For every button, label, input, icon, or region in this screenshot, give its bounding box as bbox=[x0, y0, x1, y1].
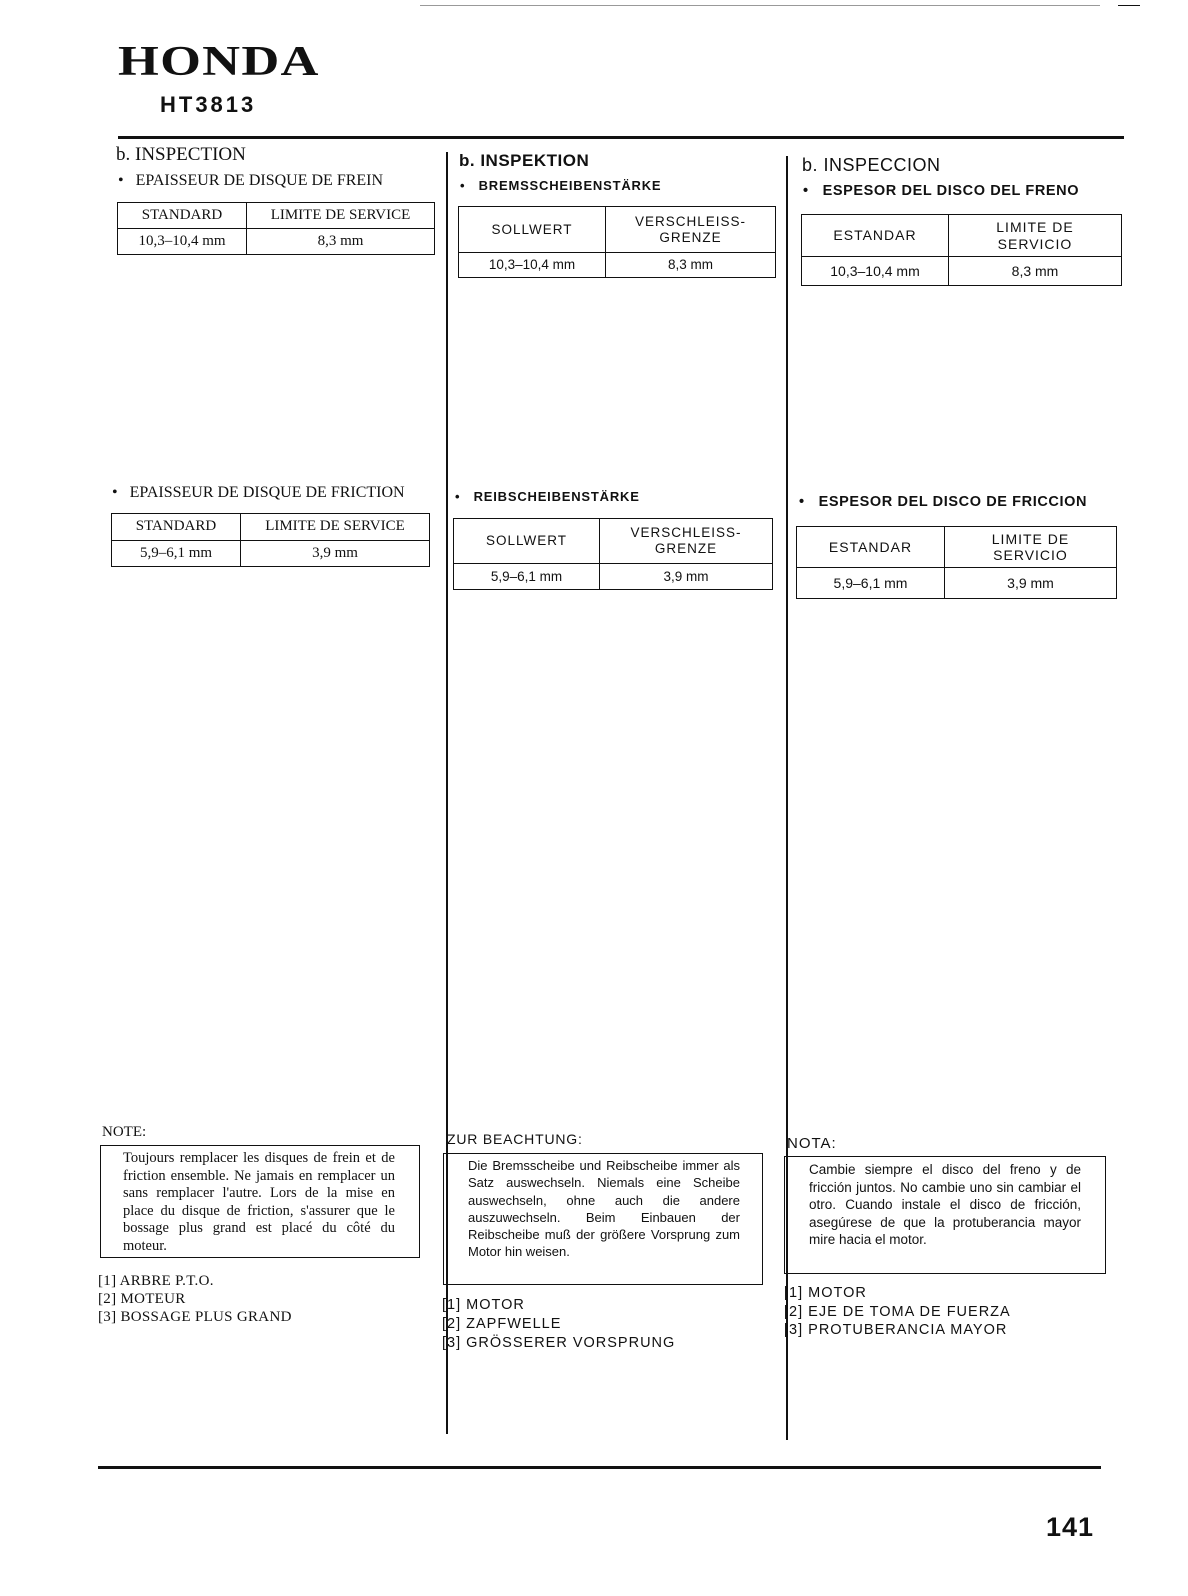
col-limit-header: VERSCHLEISS-GRENZE bbox=[600, 519, 773, 564]
legend-item: [1] ARBRE P.T.O. bbox=[98, 1273, 214, 1289]
standard-value: 5,9–6,1 mm bbox=[112, 541, 241, 567]
legend-item: [1] MOTOR bbox=[784, 1285, 867, 1301]
friction-disc-table-de bbox=[453, 518, 773, 590]
legend-item: [3] GRÖSSERER VORSPRUNG bbox=[442, 1335, 676, 1351]
limit-value: 8,3 mm bbox=[247, 229, 435, 255]
legend-es bbox=[784, 1284, 1011, 1340]
legend-item: [3] PROTUBERANCIA MAYOR bbox=[784, 1322, 1008, 1338]
standard-value: 5,9–6,1 mm bbox=[454, 564, 600, 590]
brake-disc-title-de: • BREMSSCHEIBENSTÄRKE bbox=[460, 178, 662, 193]
col-standard-header: STANDARD bbox=[112, 514, 241, 541]
standard-value: 10,3–10,4 mm bbox=[459, 253, 606, 278]
brake-disc-table-es bbox=[801, 214, 1122, 286]
col-standard-header: STANDARD bbox=[118, 203, 247, 229]
brand-logo: HONDA bbox=[118, 39, 320, 85]
friction-disc-table-es bbox=[796, 526, 1117, 599]
limit-value: 8,3 mm bbox=[949, 257, 1122, 286]
header-rule bbox=[118, 136, 1124, 139]
brake-disc-title-es: • ESPESOR DEL DISCO DEL FRENO bbox=[803, 183, 1080, 199]
limit-value: 8,3 mm bbox=[606, 253, 776, 278]
limit-value: 3,9 mm bbox=[600, 564, 773, 590]
standard-value: 10,3–10,4 mm bbox=[802, 257, 949, 286]
brake-disc-table-de bbox=[458, 206, 776, 278]
legend-item: [3] BOSSAGE PLUS GRAND bbox=[98, 1309, 292, 1325]
section-heading-es: b. INSPECCION bbox=[802, 155, 941, 175]
note-text-de: Die Bremsscheibe und Reibscheibe immer als Satz auswechseln. Niemals eine Scheibe auswechseln, ohne auch die andere auszuwechseln. Beim Einbauen der Reibscheibe muß der größere Vorsprung zum Motor hin weisen. bbox=[468, 1158, 740, 1260]
legend-de bbox=[442, 1296, 675, 1353]
note-text-es: Cambie siempre el disco del freno y de fricción juntos. No cambie uno sin cambiar el otro. Cuando instale el disco de fricción, asegúrese de que la protuberancia mayor mire hacia el motor. bbox=[809, 1162, 1081, 1247]
standard-value: 10,3–10,4 mm bbox=[118, 229, 247, 255]
section-heading-de: b. INSPEKTION bbox=[459, 151, 590, 170]
top-hairline bbox=[1118, 5, 1140, 6]
brake-disc-title-fr: • EPAISSEUR DE DISQUE DE FREIN bbox=[118, 172, 384, 189]
col-limit-header: LIMITE DE SERVICIO bbox=[949, 215, 1122, 257]
col-limit-header: LIMITE DE SERVICE bbox=[241, 514, 430, 541]
col-limit-header: VERSCHLEISS-GRENZE bbox=[606, 207, 776, 253]
standard-value: 5,9–6,1 mm bbox=[797, 568, 945, 599]
top-hairline-left bbox=[420, 5, 1100, 6]
friction-disc-title-de: • REIBSCHEIBENSTÄRKE bbox=[455, 489, 640, 504]
friction-disc-title-es: • ESPESOR DEL DISCO DE FRICCION bbox=[799, 494, 1088, 510]
note-label-fr: NOTE: bbox=[102, 1124, 147, 1140]
col-standard-header: ESTANDAR bbox=[802, 215, 949, 257]
legend-fr bbox=[98, 1272, 292, 1326]
legend-item: [2] MOTEUR bbox=[98, 1291, 186, 1307]
brake-disc-table-fr bbox=[117, 202, 435, 255]
note-label-es: NOTA: bbox=[787, 1135, 837, 1152]
note-label-de: ZUR BEACHTUNG: bbox=[447, 1131, 583, 1147]
legend-item: [2] ZAPFWELLE bbox=[442, 1316, 562, 1332]
friction-disc-table-fr bbox=[111, 513, 430, 567]
legend-item: [2] EJE DE TOMA DE FUERZA bbox=[784, 1303, 1011, 1320]
col-standard-header: SOLLWERT bbox=[459, 207, 606, 253]
col-limit-header: LIMITE DE SERVICIO bbox=[945, 527, 1117, 568]
limit-value: 3,9 mm bbox=[241, 541, 430, 567]
col-standard-header: SOLLWERT bbox=[454, 519, 600, 564]
model-number: HT3813 bbox=[160, 92, 257, 117]
legend-item: [1] MOTOR bbox=[442, 1297, 525, 1313]
friction-disc-title-fr: • EPAISSEUR DE DISQUE DE FRICTION bbox=[112, 484, 405, 501]
section-heading-fr: b. INSPECTION bbox=[116, 144, 246, 165]
limit-value: 3,9 mm bbox=[945, 568, 1117, 599]
page-number: 141 bbox=[1046, 1512, 1095, 1542]
note-text-fr: Toujours remplacer les disques de frein et de friction ensemble. Ne jamais en remplacer un sans remplacer l'autre. Lors de la mise en place du disque de friction, s'assurer que le bossage plus grand est placé du côté du moteur. bbox=[123, 1150, 395, 1254]
footer-rule bbox=[98, 1466, 1101, 1469]
col-limit-header: LIMITE DE SERVICE bbox=[247, 203, 435, 229]
col-standard-header: ESTANDAR bbox=[797, 527, 945, 568]
